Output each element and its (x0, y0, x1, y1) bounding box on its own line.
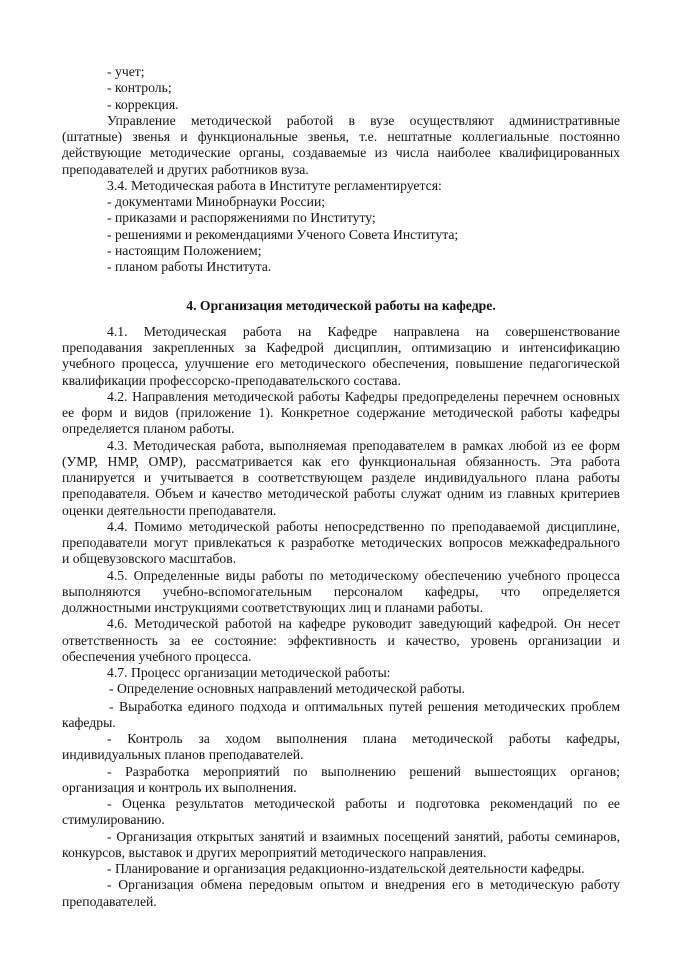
list-item: - учет; (107, 64, 145, 79)
list-item-continuation: индивидуальных планов преподавателей. (62, 747, 304, 763)
paragraph-line: Управление методической работой в вузе осуществляют административные (107, 112, 620, 128)
list-item: - Организация открытых занятий и взаимных посещений занятий, работы семинаров, (107, 828, 620, 844)
list-item: - Организация обмена передовым опытом и внедрения его в методическую работу (107, 877, 620, 893)
list-item: - документами Минобрнауки России; (107, 194, 326, 209)
section-intro: 4.7. Процесс организации методической работы: (107, 665, 391, 680)
paragraph-line: и общевузовского масштабов. (62, 551, 237, 567)
paragraph-line: обеспечения учебного процесса. (62, 648, 252, 664)
paragraph-line: должностными инструкциями соответствующих лиц и планами работы. (62, 600, 484, 615)
paragraph-4-3 (62, 438, 620, 519)
paragraph-line: 4.3. Методическая работа, выполняемая преподавателем в рамках любой из ее форм (107, 437, 620, 453)
list-item: - Контроль за ходом выполнения плана методической работы кафедры, (107, 731, 620, 746)
list-item: - Планирование и организация редакционно-издательской деятельности кафедры. (107, 861, 585, 876)
paragraph-4-1 (62, 324, 620, 389)
paragraph-line: выполняются учебно-вспомогательным персоналом кафедры, что определяется (62, 583, 620, 599)
paragraph-line: определяется планом работы. (62, 421, 235, 437)
list-item-continuation: преподавателей. (62, 893, 157, 909)
paragraph-4-2 (62, 389, 620, 438)
section-intro: 3.4. Методическая работа в Институте регламентируется: (107, 177, 442, 193)
paragraph-line: преподавателя. Объем и качество методической работы служат одним из главных критериев (62, 486, 620, 502)
paragraph-line: 4.4. Помимо методической работы непосредственно по преподаваемой дисциплине, (107, 518, 620, 534)
paragraph-line: (штатные) звенья и функциональные звенья, т.е. нештатные коллегиальные постоянно (62, 129, 620, 144)
paragraph-line: оценки деятельности преподавателя. (62, 502, 277, 518)
list-item: - планом работы Института. (107, 259, 272, 274)
list-item-continuation: конкурсов, выставок и других мероприятий методического направления. (62, 844, 487, 860)
list-item: - решениями и рекомендациями Ученого Совета Института; (107, 226, 459, 242)
spacer (62, 275, 620, 291)
section-3-4 (62, 178, 620, 276)
intro-list (62, 64, 620, 113)
list-item: - приказами и распоряжениями по Институту; (107, 210, 376, 226)
paragraph-line: ее форм и видов (приложение 1). Конкретное содержание методической работы кафедры (62, 405, 620, 420)
section-heading: 4. Организация методической работы на кафедре. (186, 297, 496, 313)
paragraph-4-6 (62, 616, 620, 665)
list-item: - коррекция. (107, 96, 179, 112)
paragraph-line: 4.2. Направления методической работы Кафедры предопределены перечнем основных (107, 388, 620, 404)
paragraph-4-5 (62, 568, 620, 617)
paragraph-line: 4.5. Определенные виды работы по методическому обеспечению учебного процесса (107, 567, 620, 583)
paragraph-4-7 (62, 665, 620, 910)
paragraph-line: учебного процесса, улучшение его методического обеспечения, повышение педагогической (62, 356, 620, 372)
list-item: - Разработка мероприятий по выполнению решений вышестоящих органов; (107, 763, 620, 779)
document-page (62, 64, 620, 910)
management-paragraph (62, 113, 620, 178)
list-item: - контроль; (107, 80, 172, 96)
paragraph-line: 4.1. Методическая работа на Кафедре направлена на совершенствование (107, 323, 620, 339)
paragraph-line: (УМР, НМР, ОМР), рассматривается как его функциональная обязанность. Эта работа (62, 453, 620, 469)
paragraph-4-4 (62, 519, 620, 568)
paragraph-line: преподаватели могут привлекаться к разработке методических вопросов межкафедрального (62, 535, 620, 550)
paragraph-line: квалификации профессорско-преподавательского состава. (62, 372, 401, 388)
list-item-continuation: кафедры. (62, 714, 116, 730)
list-item-continuation: стимулированию. (62, 812, 165, 828)
paragraph-line: 4.6. Методической работой на кафедре руководит заведующий кафедрой. Он несет (107, 616, 620, 632)
list-item: - Определение основных направлений методической работы. (109, 681, 466, 697)
paragraph-line: ответственность за ее состояние: эффективность и качество, уровень организации и (62, 632, 620, 648)
paragraph-line: преподавателей и других работников вуза. (62, 161, 309, 177)
list-item: - Оценка результатов методической работы и подготовка рекомендаций по ее (107, 796, 620, 811)
list-item: - Выработка единого подхода и оптимальных путей решения методических проблем (109, 698, 620, 714)
paragraph-line: преподавания закрепленных за Кафедрой дисциплин, оптимизацию и интенсификацию (62, 340, 620, 355)
paragraph-line: планируется и учитывается в соответствующем разделе индивидуального плана работы (62, 470, 620, 485)
paragraph-line: действующие методические органы, создаваемые из числа наиболее квалифицированных (62, 145, 620, 161)
list-item-continuation: организация и контроль их выполнения. (62, 779, 297, 795)
list-item: - настоящим Положением; (107, 242, 262, 258)
